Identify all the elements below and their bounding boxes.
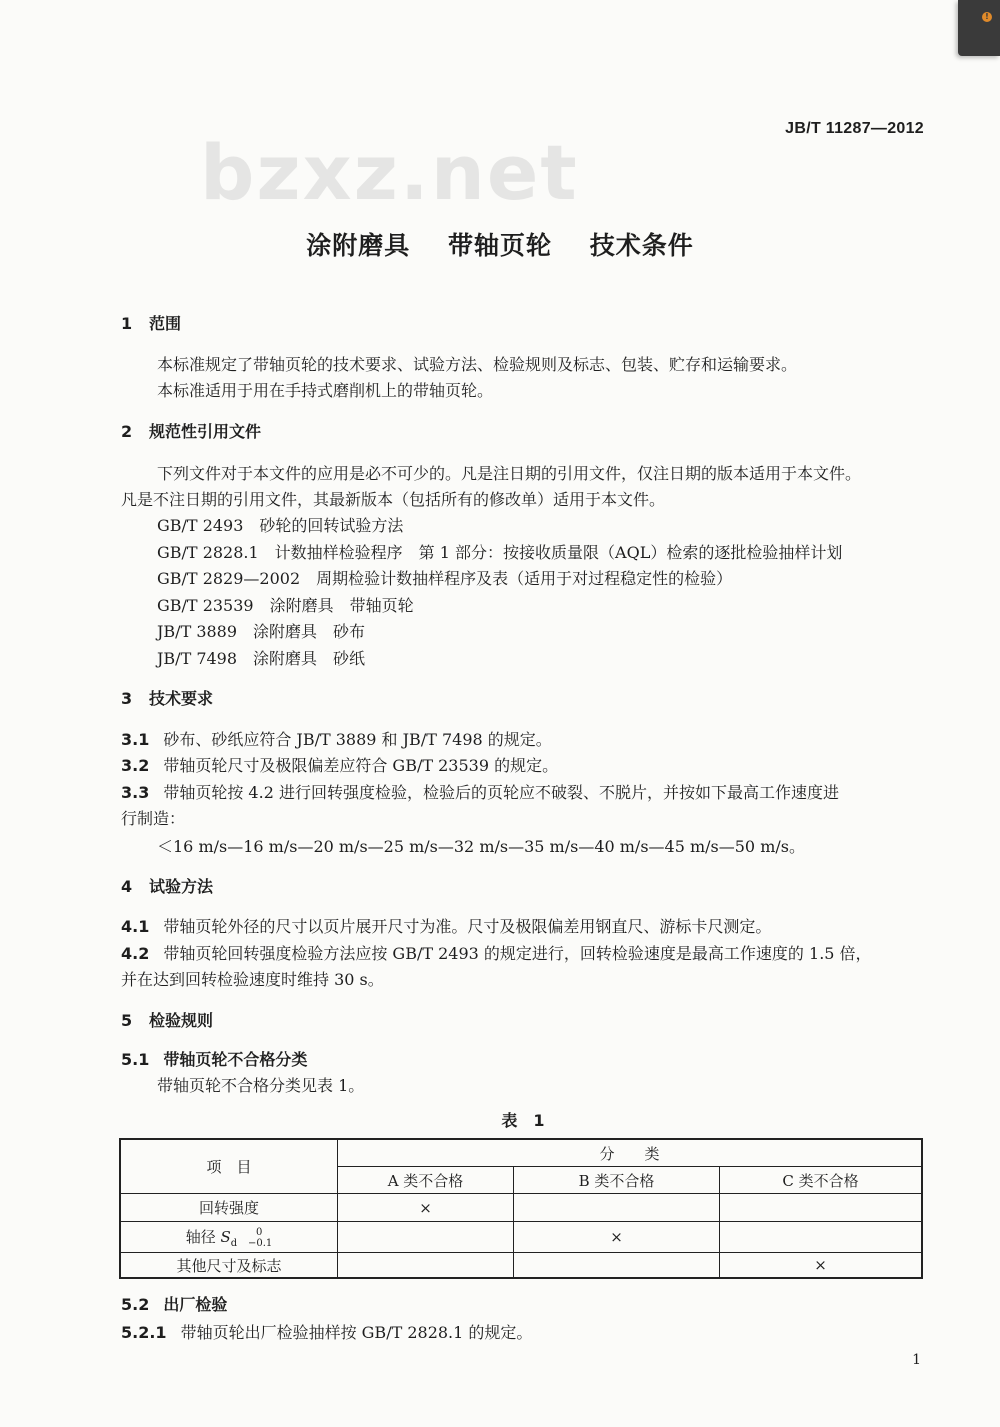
clause: 4.1 带轴页轮外径的尺寸以页片展开尺寸为准。尺寸及极限偏差用钢直尺、游标卡尺测定。 xyxy=(121,917,772,936)
section-heading: 3 技术要求 xyxy=(121,689,214,708)
paragraph: 本标准规定了带轴页轮的技术要求、试验方法、检验规则及标志、包装、贮存和运输要求。 xyxy=(157,355,798,374)
row-item: 轴径 $S_d$ 0 −0.1 xyxy=(120,1222,338,1253)
paragraph: 带轴页轮不合格分类见表 1。 xyxy=(157,1076,365,1095)
table-caption: 表 1 xyxy=(501,1111,545,1130)
mark-cell xyxy=(514,1253,720,1279)
reference-item: GB/T 2828.1 计数抽样检验程序 第 1 部分：按接收质量限（AQL）检索的逐批检验抽样计划 xyxy=(157,543,843,562)
clause: 4.2 带轴页轮回转强度检验方法应按 GB/T 2493 的规定进行，回转检验速度是最高工作速度的 1.5 倍， xyxy=(121,944,872,963)
page-number: 1 xyxy=(912,1352,921,1368)
reference-item: GB/T 2493 砂轮的回转试验方法 xyxy=(157,516,404,535)
paragraph: 本标准适用于用在手持式磨削机上的带轴页轮。 xyxy=(157,381,494,400)
subsection-heading: 5.1 带轴页轮不合格分类 xyxy=(121,1050,308,1069)
mark-cell: × xyxy=(720,1253,923,1279)
mark-cell: × xyxy=(514,1222,720,1253)
reference-item: JB/T 3889 涂附磨具 砂布 xyxy=(157,622,366,641)
mark-cell: × xyxy=(338,1194,514,1222)
section-heading: 1 范围 xyxy=(121,314,182,333)
reference-item: JB/T 7498 涂附磨具 砂纸 xyxy=(157,649,366,668)
title-part: 涂附磨具 xyxy=(306,231,411,260)
header-group: 分 类 xyxy=(338,1139,923,1167)
clause-continuation: 并在达到回转检验速度时维持 30 s。 xyxy=(121,970,384,989)
clause-continuation: 行制造： xyxy=(121,809,186,828)
watermark: bzxz.net xyxy=(200,128,579,217)
info-icon[interactable]: ! xyxy=(982,12,992,22)
section-heading: 5 检验规则 xyxy=(121,1011,214,1030)
viewer-corner-widget[interactable] xyxy=(958,0,1000,56)
paragraph: 下列文件对于本文件的应用是必不可少的。凡是注日期的引用文件，仅注日期的版本适用于本文件。 xyxy=(157,464,862,483)
standard-number: JB/T 11287—2012 xyxy=(785,120,924,137)
reference-item: GB/T 23539 涂附磨具 带轴页轮 xyxy=(157,596,414,615)
tolerance: 0 −0.1 xyxy=(247,1226,273,1249)
section-heading: 2 规范性引用文件 xyxy=(121,422,262,441)
reference-item: GB/T 2829—2002 周期检验计数抽样程序及表（适用于对过程稳定性的检验） xyxy=(157,569,733,588)
table-row xyxy=(120,1253,922,1279)
title-part: 技术条件 xyxy=(589,231,694,260)
clause: 3.1 砂布、砂纸应符合 JB/T 3889 和 JB/T 7498 的规定。 xyxy=(121,730,552,749)
document-title xyxy=(0,226,1000,262)
subsection-heading: 5.2 出厂检验 xyxy=(121,1295,228,1314)
clause: 3.2 带轴页轮尺寸及极限偏差应符合 GB/T 23539 的规定。 xyxy=(121,756,559,775)
header-col-a: A 类不合格 xyxy=(338,1167,514,1194)
section-heading: 4 试验方法 xyxy=(121,877,214,896)
classification-table xyxy=(119,1138,923,1279)
paragraph: 凡是不注日期的引用文件，其最新版本（包括所有的修改单）适用于本文件。 xyxy=(121,490,666,509)
header-col-b: B 类不合格 xyxy=(514,1167,720,1194)
clause: 3.3 带轴页轮按 4.2 进行回转强度检验，检验后的页轮应不破裂、不脱片，并按如下最高工作速度进 xyxy=(121,783,839,802)
table-row xyxy=(120,1222,922,1253)
mark-cell xyxy=(720,1222,923,1253)
title-part: 带轴页轮 xyxy=(447,231,552,260)
mark-cell xyxy=(338,1253,514,1279)
table-row xyxy=(120,1194,922,1222)
header-col-c: C 类不合格 xyxy=(720,1167,923,1194)
header-item: 项 目 xyxy=(120,1139,338,1194)
speed-series: ＜16 m/s—16 m/s—20 m/s—25 m/s—32 m/s—35 m/s—40 m/s—45 m/s—50 m/s。 xyxy=(157,837,805,856)
clause: 5.2.1 带轴页轮出厂检验抽样按 GB/T 2828.1 的规定。 xyxy=(121,1323,533,1342)
row-item: 其他尺寸及标志 xyxy=(120,1253,338,1279)
mark-cell xyxy=(720,1194,923,1222)
mark-cell xyxy=(338,1222,514,1253)
mark-cell xyxy=(514,1194,720,1222)
row-item: 回转强度 xyxy=(120,1194,338,1222)
